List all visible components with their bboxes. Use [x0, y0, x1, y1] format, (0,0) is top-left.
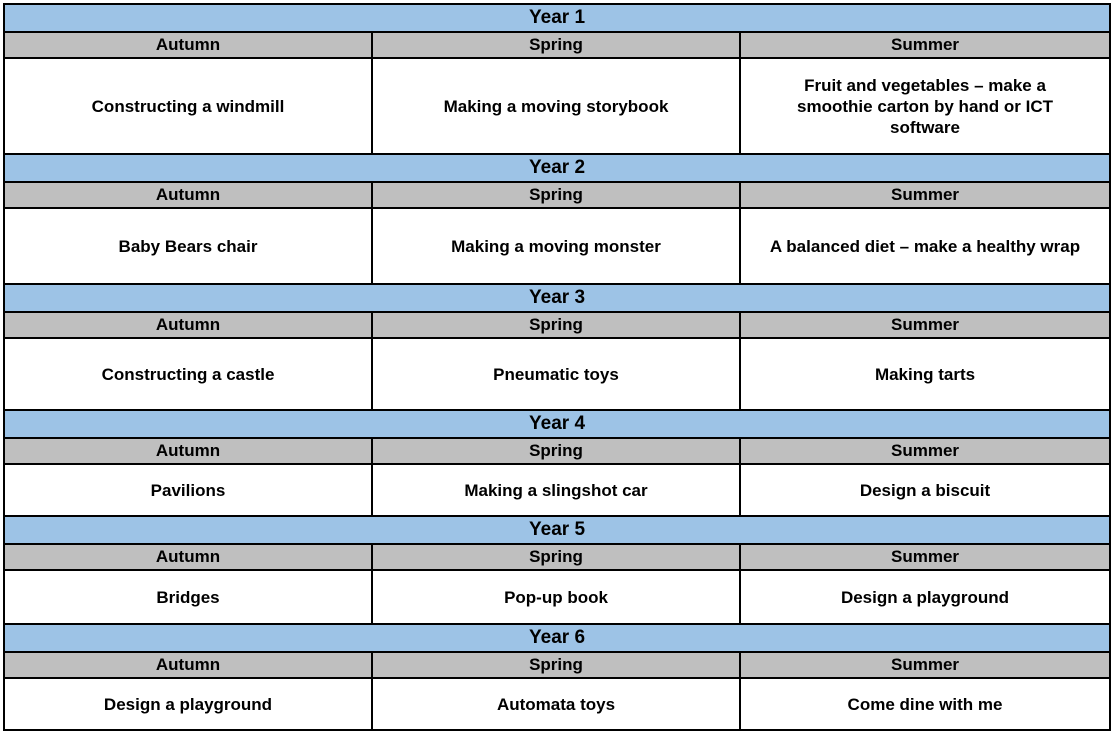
year-2-topic-row	[4, 208, 1110, 284]
season-summer: Summer	[740, 32, 1110, 58]
year-3-header-row	[4, 284, 1110, 312]
season-spring: Spring	[372, 312, 740, 338]
year-6-autumn-topic: Design a playground	[4, 678, 372, 730]
year-2-autumn-topic: Baby Bears chair	[4, 208, 372, 284]
year-1-title: Year 1	[4, 4, 1110, 32]
year-4-spring-topic: Making a slingshot car	[372, 464, 740, 516]
year-5-summer-topic: Design a playground	[740, 570, 1110, 624]
year-6-header-row	[4, 624, 1110, 652]
year-4-header-row	[4, 410, 1110, 438]
year-5-spring-topic: Pop-up book	[372, 570, 740, 624]
season-autumn: Autumn	[4, 652, 372, 678]
season-spring: Spring	[372, 652, 740, 678]
year-3-autumn-topic: Constructing a castle	[4, 338, 372, 410]
year-3-spring-topic: Pneumatic toys	[372, 338, 740, 410]
season-summer: Summer	[740, 652, 1110, 678]
season-spring: Spring	[372, 438, 740, 464]
year-3-title: Year 3	[4, 284, 1110, 312]
season-autumn: Autumn	[4, 438, 372, 464]
year-1-spring-topic: Making a moving storybook	[372, 58, 740, 154]
season-summer: Summer	[740, 544, 1110, 570]
year-6-season-row	[4, 652, 1110, 678]
curriculum-overview	[3, 3, 1109, 731]
year-3-summer-topic: Making tarts	[740, 338, 1110, 410]
year-2-header-row	[4, 154, 1110, 182]
season-summer: Summer	[740, 438, 1110, 464]
year-1-autumn-topic: Constructing a windmill	[4, 58, 372, 154]
season-spring: Spring	[372, 182, 740, 208]
year-5-topic-row	[4, 570, 1110, 624]
year-6-topic-row	[4, 678, 1110, 730]
year-1-topic-row	[4, 58, 1110, 154]
year-6-summer-topic: Come dine with me	[740, 678, 1110, 730]
season-autumn: Autumn	[4, 32, 372, 58]
year-6-title: Year 6	[4, 624, 1110, 652]
year-3-season-row	[4, 312, 1110, 338]
year-1-summer-topic: Fruit and vegetables – make a smoothie carton by hand or ICT software	[740, 58, 1110, 154]
year-4-summer-topic: Design a biscuit	[740, 464, 1110, 516]
year-1-header-row	[4, 4, 1110, 32]
year-4-autumn-topic: Pavilions	[4, 464, 372, 516]
year-2-summer-topic: A balanced diet – make a healthy wrap	[740, 208, 1110, 284]
year-1-season-row	[4, 32, 1110, 58]
season-summer: Summer	[740, 312, 1110, 338]
season-autumn: Autumn	[4, 182, 372, 208]
year-5-header-row	[4, 516, 1110, 544]
year-5-title: Year 5	[4, 516, 1110, 544]
season-summer: Summer	[740, 182, 1110, 208]
curriculum-table	[3, 3, 1111, 731]
year-2-spring-topic: Making a moving monster	[372, 208, 740, 284]
year-4-topic-row	[4, 464, 1110, 516]
year-2-season-row	[4, 182, 1110, 208]
season-autumn: Autumn	[4, 544, 372, 570]
year-6-spring-topic: Automata toys	[372, 678, 740, 730]
year-4-season-row	[4, 438, 1110, 464]
season-autumn: Autumn	[4, 312, 372, 338]
year-5-season-row	[4, 544, 1110, 570]
year-5-autumn-topic: Bridges	[4, 570, 372, 624]
year-2-title: Year 2	[4, 154, 1110, 182]
season-spring: Spring	[372, 544, 740, 570]
season-spring: Spring	[372, 32, 740, 58]
year-3-topic-row	[4, 338, 1110, 410]
year-4-title: Year 4	[4, 410, 1110, 438]
